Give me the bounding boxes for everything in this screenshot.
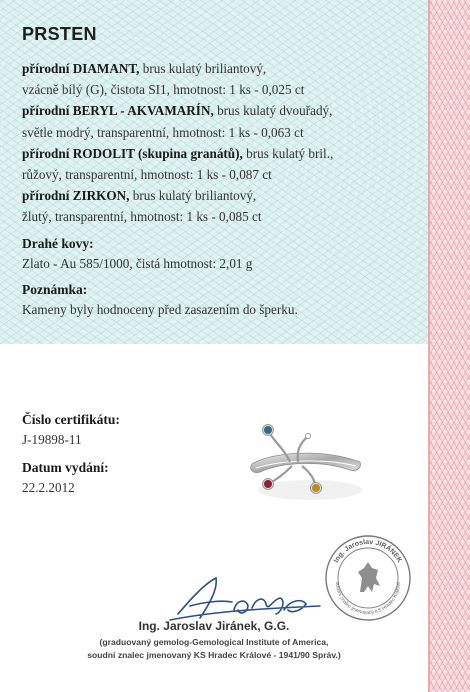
stone-details: žlutý, transparentní, hmotnost: 1 ks - 0,085 ct — [22, 209, 262, 225]
note-value: Kameny byly hodnoceny před zasazením do šperku. — [22, 302, 298, 317]
stone-details: světle modrý, transparentní, hmotnost: 1 ks - 0,063 ct — [22, 124, 304, 140]
stone-details: brus kulatý briliantový, — [129, 188, 257, 204]
issue-date: 22.2.2012 — [22, 480, 75, 495]
spec-line — [22, 122, 422, 143]
signatory-credential-1: (graduovaný gemolog-Gemological Institute of America, — [99, 637, 329, 647]
stone-details: vzácně bílý (G), čistota SI1, hmotnost: 1 ks - 0,025 ct — [22, 82, 305, 98]
ring-image — [232, 402, 372, 520]
spec-line — [22, 206, 422, 227]
zircon-stone — [312, 484, 320, 492]
stone-name: přírodní RODOLIT (skupina granátů), — [22, 145, 243, 161]
diamond-stone — [305, 433, 310, 438]
signatory-name: Ing. Jaroslav Jiránek, G.G. — [138, 619, 290, 633]
note-heading: Poznámka: — [22, 282, 88, 297]
stamp-bottom-text: soudní znalec jmenovaný KS Hradec Králové — [333, 581, 403, 617]
spec-line — [22, 100, 422, 121]
issue-date-heading: Datum vydání: — [22, 460, 109, 475]
stone-details: brus kulatý briliantový, — [139, 61, 267, 76]
stone-name: přírodní ZIRKON, — [22, 188, 130, 204]
certificate-number-heading: Číslo certifikátu: — [22, 412, 120, 427]
lion-emblem-icon — [358, 562, 380, 592]
stone-specification — [22, 58, 422, 228]
spec-line — [22, 58, 422, 79]
spec-line — [22, 164, 422, 185]
stone-details: brus kulatý dvouřadý, — [213, 103, 333, 119]
stone-details: brus kulatý bril., — [242, 145, 334, 161]
svg-text:soudní znalec jmenovaný KS Hra — [334, 582, 402, 616]
signatory-credential-2: soudní znalec jmenovaný KS Hradec Králové - 1941/90 Správ.) — [87, 650, 341, 660]
certificate-number: J-19898-11 — [22, 432, 82, 447]
official-stamp — [324, 534, 412, 622]
spec-line — [22, 185, 422, 206]
stone-name: přírodní BERYL - AKVAMARÍN, — [22, 103, 214, 119]
aquamarine-stone — [264, 426, 272, 434]
spec-line — [22, 79, 422, 100]
rhodolite-stone — [264, 480, 272, 488]
stone-name: přírodní DIAMANT, — [22, 61, 140, 76]
security-border — [428, 0, 470, 692]
spec-line — [22, 143, 422, 164]
metals-heading: Drahé kovy: — [22, 236, 94, 251]
stamp-top-text: Ing. Jaroslav JIRÁNEK — [333, 538, 403, 564]
metals-value: Zlato - Au 585/1000, čistá hmotnost: 2,01 g — [22, 256, 253, 271]
stone-details: růžový, transparentní, hmotnost: 1 ks - 0,087 ct — [22, 167, 272, 183]
document-title: PRSTEN — [22, 24, 97, 44]
